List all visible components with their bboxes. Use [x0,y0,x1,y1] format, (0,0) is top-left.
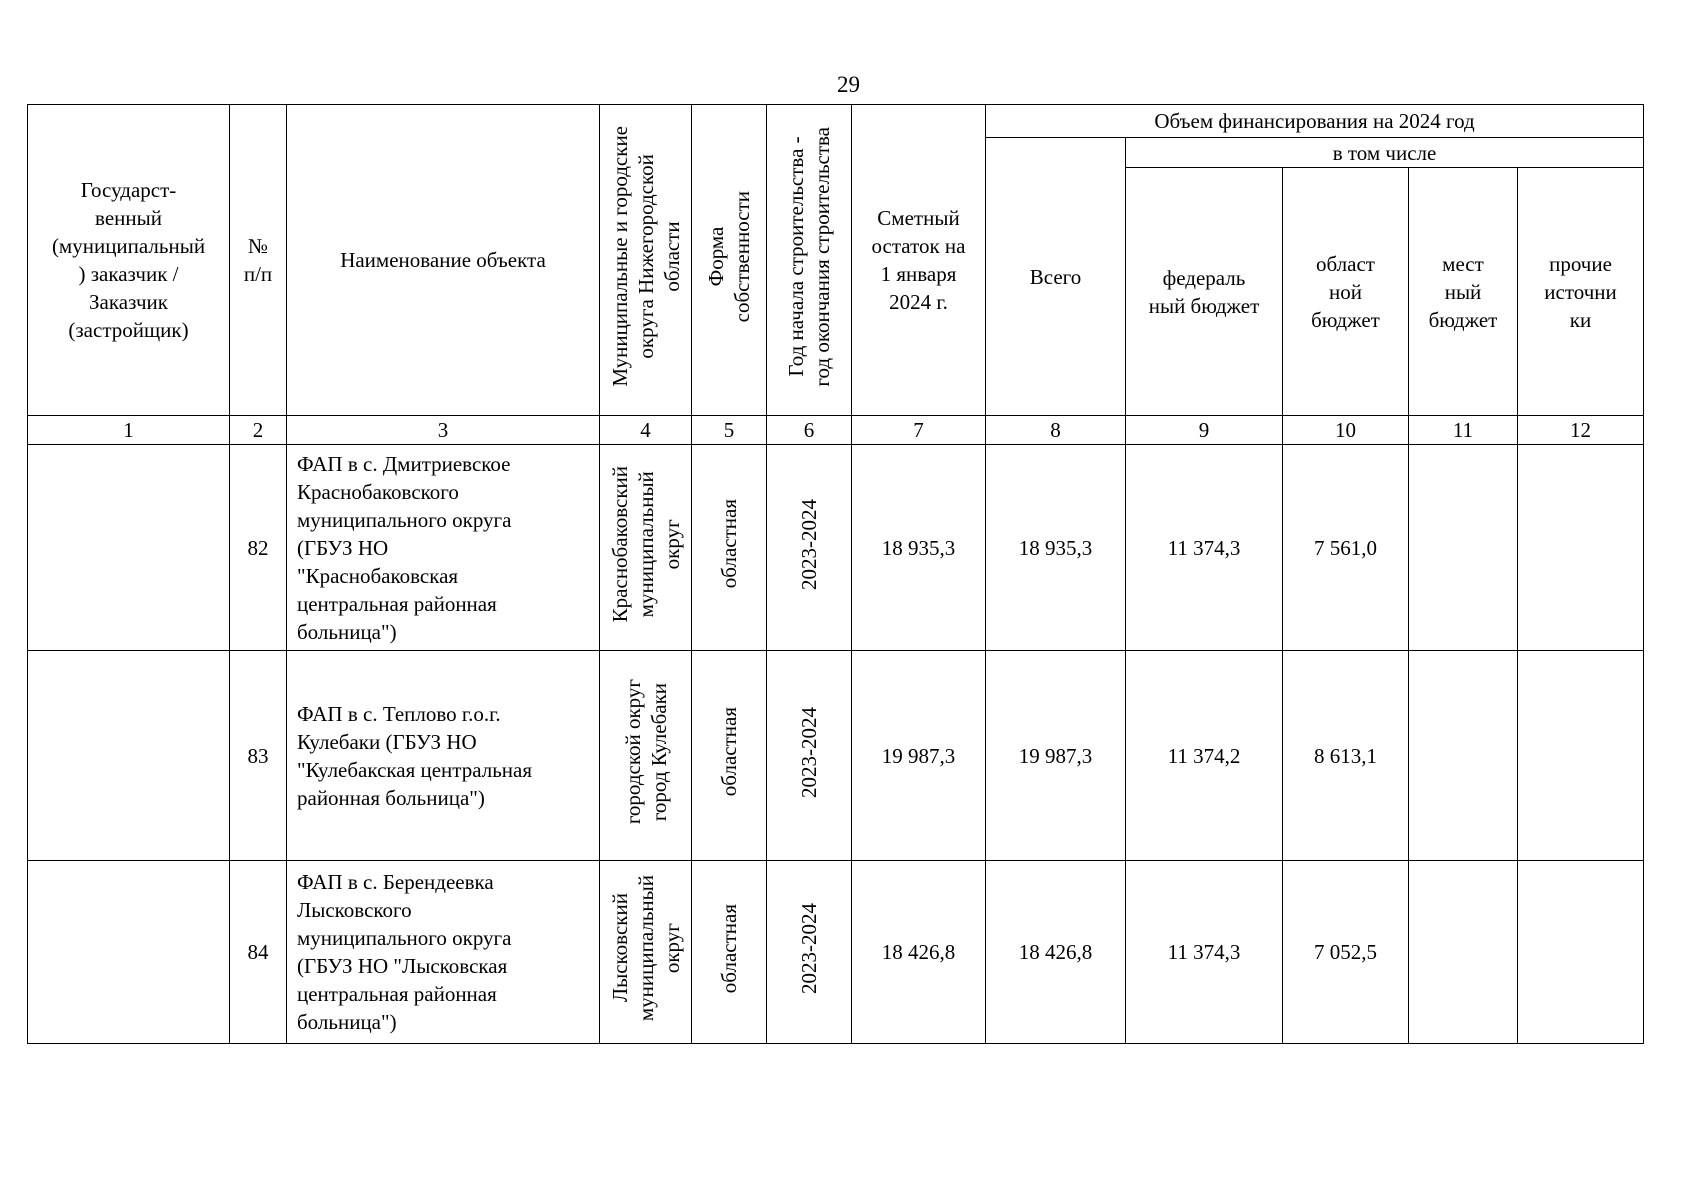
header-other: прочие источни ки [1518,168,1644,416]
header-customer: Государст- венный (муниципальный ) заказчик / Заказчик (застройщик) [28,105,230,416]
municipality-cell: Краснобаковский муниципальный округ [600,445,692,651]
local-cell [1409,651,1518,861]
table-row [28,445,1644,651]
customer-cell [28,861,230,1044]
years-cell: 2023-2024 [767,445,852,651]
header-object-name: Наименование объекта [287,105,600,416]
other-cell [1518,651,1644,861]
local-cell [1409,861,1518,1044]
other-cell [1518,861,1644,1044]
object-name: ФАП в с. Берендеевка Лысковского муниципального округа (ГБУЗ НО "Лысковская центральная районная больница") [287,861,600,1044]
years-cell: 2023-2024 [767,651,852,861]
financing-table [27,104,1644,1044]
header-federal: федераль ный бюджет [1126,168,1283,416]
header-local: мест ный бюджет [1409,168,1518,416]
total-cell: 19 987,3 [986,651,1126,861]
total-cell: 18 426,8 [986,861,1126,1044]
header-including: в том числе [1126,138,1644,168]
regional-cell: 7 561,0 [1283,445,1409,651]
column-number: 7 [852,416,986,445]
header-years: Год начала строительства - год окончания строительства [767,105,852,416]
ownership-cell: областная [692,445,767,651]
header-municipality: Муниципальные и городские округа Нижегородской области [600,105,692,416]
ownership-cell: областная [692,861,767,1044]
other-cell [1518,445,1644,651]
municipality-cell: городской округ город Кулебаки [600,651,692,861]
regional-cell: 8 613,1 [1283,651,1409,861]
column-number: 2 [230,416,287,445]
column-number: 12 [1518,416,1644,445]
column-number: 10 [1283,416,1409,445]
ownership-cell: областная [692,651,767,861]
local-cell [1409,445,1518,651]
header-total: Всего [986,138,1126,416]
column-number: 3 [287,416,600,445]
row-number: 84 [230,861,287,1044]
customer-cell [28,445,230,651]
object-name: ФАП в с. Теплово г.о.г. Кулебаки (ГБУЗ НО "Кулебакская центральная районная больница") [287,651,600,861]
object-name: ФАП в с. Дмитриевское Краснобаковского муниципального округа (ГБУЗ НО "Краснобаковская центральная районная больница") [287,445,600,651]
municipality-cell: Лысковский муниципальный округ [600,861,692,1044]
federal-cell: 11 374,2 [1126,651,1283,861]
customer-cell [28,651,230,861]
column-number-row [28,416,1644,445]
table-row [28,861,1644,1044]
column-number: 9 [1126,416,1283,445]
estimate-cell: 18 426,8 [852,861,986,1044]
header-regional: област ной бюджет [1283,168,1409,416]
header-estimate: Сметный остаток на 1 января 2024 г. [852,105,986,416]
row-number: 82 [230,445,287,651]
federal-cell: 11 374,3 [1126,445,1283,651]
header-number: № п/п [230,105,287,416]
column-number: 11 [1409,416,1518,445]
column-number: 4 [600,416,692,445]
table-row [28,651,1644,861]
header-funding-title: Объем финансирования на 2024 год [986,105,1644,138]
estimate-cell: 19 987,3 [852,651,986,861]
estimate-cell: 18 935,3 [852,445,986,651]
row-number: 83 [230,651,287,861]
header-ownership: Форма собственности [692,105,767,416]
column-number: 6 [767,416,852,445]
column-number: 5 [692,416,767,445]
column-number: 1 [28,416,230,445]
page-number: 29 [837,72,860,97]
years-cell: 2023-2024 [767,861,852,1044]
federal-cell: 11 374,3 [1126,861,1283,1044]
total-cell: 18 935,3 [986,445,1126,651]
regional-cell: 7 052,5 [1283,861,1409,1044]
column-number: 8 [986,416,1126,445]
